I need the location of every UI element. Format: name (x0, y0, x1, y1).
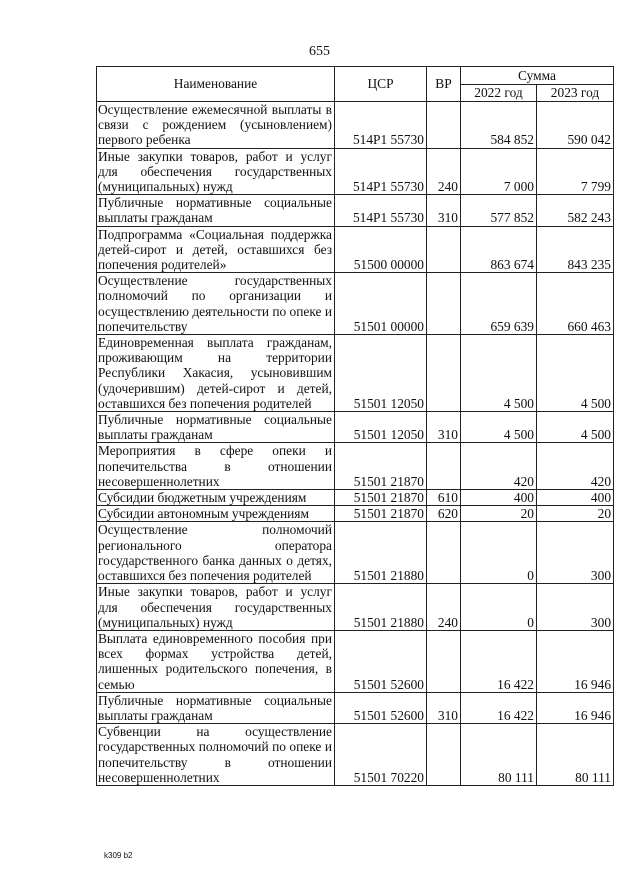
table-row (97, 335, 614, 412)
row-amount-2023: 4 500 (537, 335, 614, 412)
row-name: Подпрограмма «Социальная поддержка детей-сирот и детей, оставшихся без попечения родителей» (97, 226, 335, 273)
row-name: Субсидии автономным учреждениям (97, 506, 335, 522)
row-csr: 51501 12050 (335, 335, 427, 412)
row-name: Выплата единовременного пособия при всех формах устройства детей, лишенных родительского попечения, в семью (97, 630, 335, 692)
table-row (97, 102, 614, 149)
header-row-top (97, 67, 614, 85)
row-csr: 51501 52600 (335, 692, 427, 723)
header-year-2022: 2022 год (461, 84, 537, 102)
table-row (97, 724, 614, 786)
row-amount-2022: 7 000 (461, 148, 537, 195)
header-vr: ВР (427, 67, 461, 102)
row-vr: 310 (427, 195, 461, 226)
row-name: Мероприятия в сфере опеки и попечительства в отношении несовершеннолетних (97, 443, 335, 490)
header-year-2023: 2023 год (537, 84, 614, 102)
footer-code: k309 b2 (104, 851, 133, 860)
table-row (97, 443, 614, 490)
row-vr: 620 (427, 506, 461, 522)
table-row (97, 273, 614, 335)
row-amount-2022: 420 (461, 443, 537, 490)
budget-table (96, 66, 614, 786)
header-csr: ЦСР (335, 67, 427, 102)
row-name: Единовременная выплата гражданам, проживающим на территории Республики Хакасия, усыновившим (удочерившим) детей-сирот и детей, оставшихся без попечения родителей (97, 335, 335, 412)
row-csr: 514Р1 55730 (335, 195, 427, 226)
row-amount-2022: 0 (461, 522, 537, 584)
row-vr: 240 (427, 148, 461, 195)
row-csr: 51501 21870 (335, 506, 427, 522)
row-csr: 51501 00000 (335, 273, 427, 335)
row-amount-2023: 16 946 (537, 630, 614, 692)
row-vr: 610 (427, 490, 461, 506)
row-amount-2022: 863 674 (461, 226, 537, 273)
row-amount-2022: 4 500 (461, 412, 537, 443)
row-amount-2022: 16 422 (461, 692, 537, 723)
row-vr: 310 (427, 692, 461, 723)
row-amount-2023: 16 946 (537, 692, 614, 723)
row-amount-2023: 660 463 (537, 273, 614, 335)
row-csr: 514Р1 55730 (335, 102, 427, 149)
row-csr: 51501 21870 (335, 443, 427, 490)
row-vr (427, 443, 461, 490)
row-csr: 51501 21870 (335, 490, 427, 506)
table-body (97, 102, 614, 786)
row-name: Публичные нормативные социальные выплаты гражданам (97, 412, 335, 443)
row-amount-2022: 16 422 (461, 630, 537, 692)
row-vr: 310 (427, 412, 461, 443)
row-amount-2023: 582 243 (537, 195, 614, 226)
table-row (97, 584, 614, 631)
row-csr: 51501 52600 (335, 630, 427, 692)
row-amount-2022: 20 (461, 506, 537, 522)
table-row (97, 412, 614, 443)
row-amount-2023: 843 235 (537, 226, 614, 273)
row-amount-2022: 4 500 (461, 335, 537, 412)
row-name: Публичные нормативные социальные выплаты гражданам (97, 692, 335, 723)
row-amount-2023: 7 799 (537, 148, 614, 195)
table-row (97, 692, 614, 723)
row-name: Субсидии бюджетным учреждениям (97, 490, 335, 506)
row-name: Осуществление ежемесячной выплаты в связи с рождением (усыновлением) первого ребенка (97, 102, 335, 149)
table-row (97, 226, 614, 273)
row-vr (427, 630, 461, 692)
header-name: Наименование (97, 67, 335, 102)
row-csr: 51501 21880 (335, 522, 427, 584)
row-name: Осуществление полномочий регионального оператора государственного банка данных о детях, оставшихся без попечения родителей (97, 522, 335, 584)
row-csr: 51501 70220 (335, 724, 427, 786)
row-amount-2023: 20 (537, 506, 614, 522)
row-amount-2023: 420 (537, 443, 614, 490)
row-amount-2022: 0 (461, 584, 537, 631)
row-vr (427, 335, 461, 412)
row-vr (427, 226, 461, 273)
row-name: Иные закупки товаров, работ и услуг для обеспечения государственных (муниципальных) нужд (97, 148, 335, 195)
row-amount-2023: 400 (537, 490, 614, 506)
row-amount-2023: 300 (537, 522, 614, 584)
row-amount-2022: 577 852 (461, 195, 537, 226)
row-csr: 514Р1 55730 (335, 148, 427, 195)
row-vr (427, 522, 461, 584)
table-row (97, 522, 614, 584)
row-name: Публичные нормативные социальные выплаты гражданам (97, 195, 335, 226)
row-vr (427, 724, 461, 786)
row-amount-2022: 659 639 (461, 273, 537, 335)
table-row (97, 506, 614, 522)
row-name: Иные закупки товаров, работ и услуг для обеспечения государственных (муниципальных) нужд (97, 584, 335, 631)
row-amount-2023: 4 500 (537, 412, 614, 443)
row-amount-2023: 300 (537, 584, 614, 631)
row-amount-2022: 80 111 (461, 724, 537, 786)
row-name: Субвенции на осуществление государственных полномочий по опеке и попечительству в отношении несовершеннолетних (97, 724, 335, 786)
row-vr (427, 273, 461, 335)
row-csr: 51501 12050 (335, 412, 427, 443)
header-sum: Сумма (461, 67, 614, 85)
row-amount-2022: 400 (461, 490, 537, 506)
table-row (97, 490, 614, 506)
row-name: Осуществление государственных полномочий по организации и осуществлению деятельности по опеке и попечительству (97, 273, 335, 335)
table-row (97, 148, 614, 195)
row-csr: 51501 21880 (335, 584, 427, 631)
row-vr: 240 (427, 584, 461, 631)
row-amount-2023: 80 111 (537, 724, 614, 786)
table-row (97, 630, 614, 692)
row-vr (427, 102, 461, 149)
row-amount-2022: 584 852 (461, 102, 537, 149)
row-csr: 51500 00000 (335, 226, 427, 273)
table-row (97, 195, 614, 226)
row-amount-2023: 590 042 (537, 102, 614, 149)
page-number: 655 (309, 44, 330, 59)
